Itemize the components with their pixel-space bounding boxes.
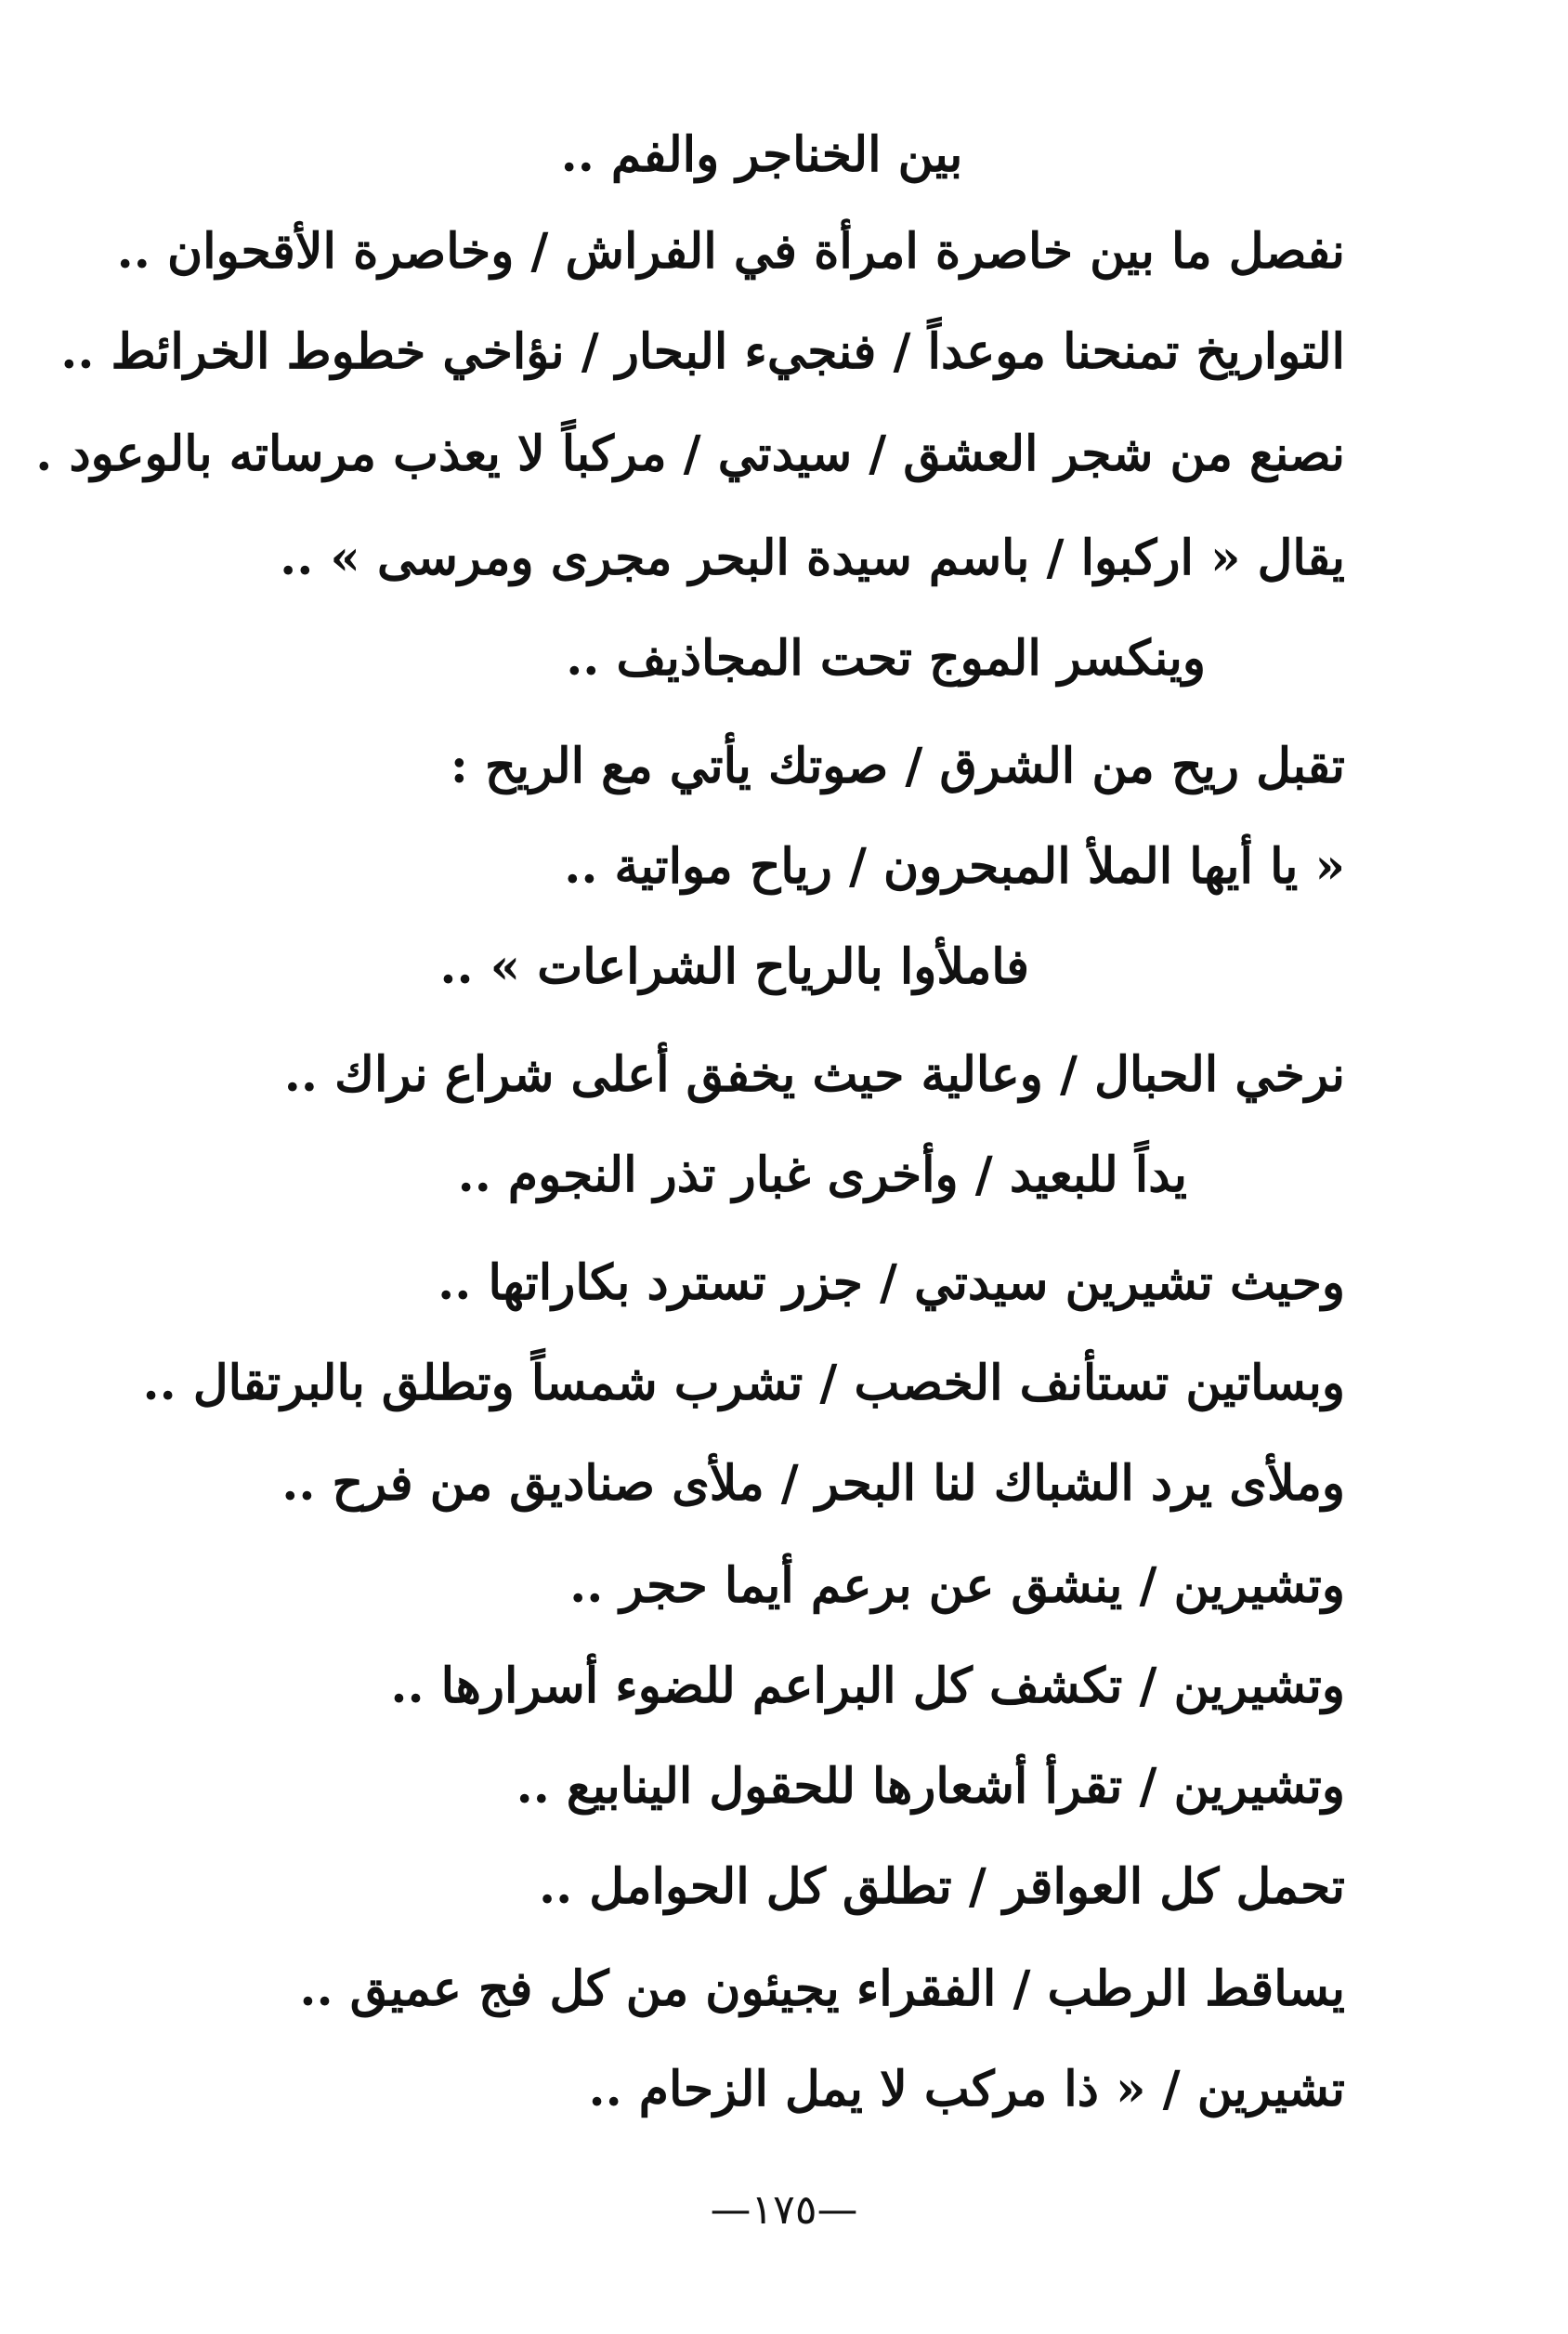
poem-line-5: وينكسر الموج تحت المجاذيف .. (566, 630, 1206, 687)
poem-line-14: وتشيرين / ينشق عن برعم أيما حجر .. (569, 1557, 1345, 1614)
poem-line-19: تشيرين / « ذا مركب لا يمل الزحام .. (588, 2061, 1345, 2118)
poem-line-7: « يا أيها الملأ المبحرون / رياح مواتية .. (564, 838, 1345, 895)
poem-line-3: نصنع من شجر العشق / سيدتي / مركباً لا يعذب مرساته بالوعود . (35, 426, 1345, 482)
poem-title: بين الخناجر والفم .. (560, 126, 963, 183)
poem-line-11: وحيث تشيرين سيدتي / جزر تسترد بكاراتها .. (438, 1254, 1345, 1311)
poem-line-6: تقبل ريح من الشرق / صوتك يأتي مع الريح : (450, 738, 1345, 794)
poem-line-13: وملأى يرد الشباك لنا البحر / ملأى صناديق من فرح .. (281, 1455, 1345, 1512)
page-number: —١٧٥— (710, 2186, 858, 2234)
poem-line-16: وتشيرين / تقرأ أشعارها للحقول الينابيع .. (516, 1758, 1345, 1815)
poem-line-8: فاملأوا بالرياح الشراعات » .. (439, 938, 1029, 995)
poem-line-17: تحمل كل العواقر / تطلق كل الحوامل .. (538, 1858, 1345, 1915)
poem-line-15: وتشيرين / تكشف كل البراعم للضوء أسرارها .. (390, 1658, 1345, 1714)
poem-line-1: نفصل ما بين خاصرة امرأة في الفراش / وخاصرة الأقحوان .. (116, 223, 1345, 280)
poem-line-9: نرخي الحبال / وعالية حيث يخفق أعلى شراع نراك .. (283, 1046, 1345, 1103)
poem-line-2: التواريخ تمنحنا موعداً / فنجيء البحار / نؤاخي خطوط الخرائط .. (60, 323, 1345, 380)
poem-line-10: يداً للبعيد / وأخرى غبار تذر النجوم .. (457, 1147, 1187, 1203)
poem-line-12: وبساتين تستأنف الخصب / تشرب شمساً وتطلق بالبرتقال .. (142, 1355, 1345, 1411)
poem-line-18: يساقط الرطب / الفقراء يجيئون من كل فج عميق .. (299, 1960, 1345, 2017)
poem-line-4: يقال « اركبوا / باسم سيدة البحر مجرى ومرسى » .. (280, 530, 1345, 586)
